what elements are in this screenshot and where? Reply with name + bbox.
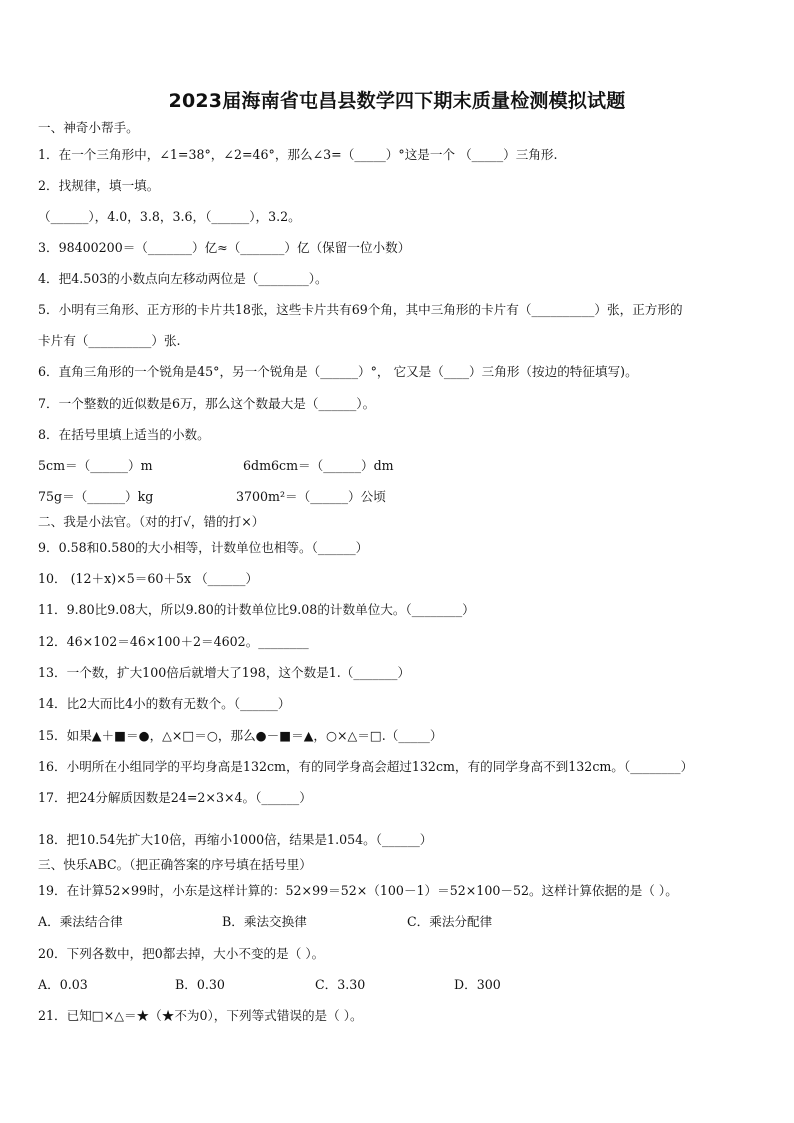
question-9: 9．0.58和0.580的大小相等，计数单位也相等。（______）	[38, 540, 369, 555]
question-20-option-d: D．300	[454, 977, 501, 992]
question-19-option-b: B．乘法交换律	[222, 914, 307, 929]
question-19-option-c: C．乘法分配律	[407, 914, 493, 929]
page-title: 2023届海南省屯昌县数学四下期末质量检测模拟试题	[168, 90, 626, 112]
section-2-heading: 二、我是小法官。（对的打√，错的打×）	[38, 514, 265, 529]
question-19-option-a: A．乘法结合律	[38, 914, 123, 929]
question-21: 21．已知□×△＝★（★不为0），下列等式错误的是（ ）。	[38, 1008, 363, 1023]
question-6: 6．直角三角形的一个锐角是45°，另一个锐角是（______）°， 它又是（____）三角形（按边的特征填写)。	[38, 364, 638, 379]
question-20-option-c: C．3.30	[315, 977, 366, 992]
question-5-line-2: 卡片有（__________）张.	[38, 333, 181, 348]
question-18: 18．把10.54先扩大10倍，再缩小1000倍，结果是1.054。（______）	[38, 832, 433, 847]
question-17: 17．把24分解质因数是24=2×3×4。（______）	[38, 790, 312, 805]
question-19: 19．在计算52×99时，小东是这样计算的：52×99＝52×（100－1）＝52×100－52。这样计算依据的是（ ）。	[38, 883, 678, 898]
question-20-option-a: A．0.03	[38, 977, 88, 992]
question-8-item-b: 6dm6cm＝（______）dm	[243, 458, 394, 473]
question-20: 20．下列各数中，把0都去掉，大小不变的是（ ）。	[38, 946, 325, 961]
question-10: 10． (12＋x)×5＝60＋5x （______）	[38, 571, 259, 586]
question-1: 1．在一个三角形中，∠1=38°，∠2=46°，那么∠3=（_____）°这是一个 （_____）三角形.	[38, 147, 558, 162]
question-8-item-a: 5cm＝（______）m	[38, 458, 153, 473]
question-8-item-c: 75g＝（______）kg	[38, 489, 154, 504]
section-3-heading: 三、快乐ABC。（把正确答案的序号填在括号里）	[38, 857, 312, 872]
question-15: 15．如果▲＋■＝●，△×□＝○，那么●－■＝▲，○×△＝□.（_____）	[38, 728, 443, 743]
question-2: 2．找规律，填一填。	[38, 178, 160, 193]
question-16: 16．小明所在小组同学的平均身高是132cm，有的同学身高会超过132cm，有的同学身高不到132cm。（________）	[38, 759, 694, 774]
section-1-heading: 一、神奇小帮手。	[38, 120, 139, 135]
question-20-option-b: B．0.30	[175, 977, 225, 992]
question-2-sequence: （______），4.0，3.8，3.6，（______），3.2。	[38, 209, 301, 224]
question-4: 4．把4.503的小数点向左移动两位是（________）。	[38, 271, 328, 286]
question-8-item-d: 3700m²＝（______）公顷	[236, 489, 386, 504]
question-7: 7．一个整数的近似数是6万，那么这个数最大是（______）。	[38, 396, 376, 411]
question-11: 11．9.80比9.08大，所以9.80的计数单位比9.08的计数单位大。（________）	[38, 602, 475, 617]
question-5-line-1: 5．小明有三角形、正方形的卡片共18张，这些卡片共有69个角，其中三角形的卡片有（__________）张，正方形的	[38, 302, 683, 317]
question-12: 12．46×102＝46×100＋2＝4602。________	[38, 634, 309, 649]
question-13: 13．一个数，扩大100倍后就增大了198，这个数是1.（_______）	[38, 665, 411, 680]
question-8: 8．在括号里填上适当的小数。	[38, 427, 210, 442]
question-3: 3．98400200＝（_______）亿≈（_______）亿（保留一位小数）	[38, 240, 411, 255]
question-14: 14．比2大而比4小的数有无数个。（______）	[38, 696, 291, 711]
